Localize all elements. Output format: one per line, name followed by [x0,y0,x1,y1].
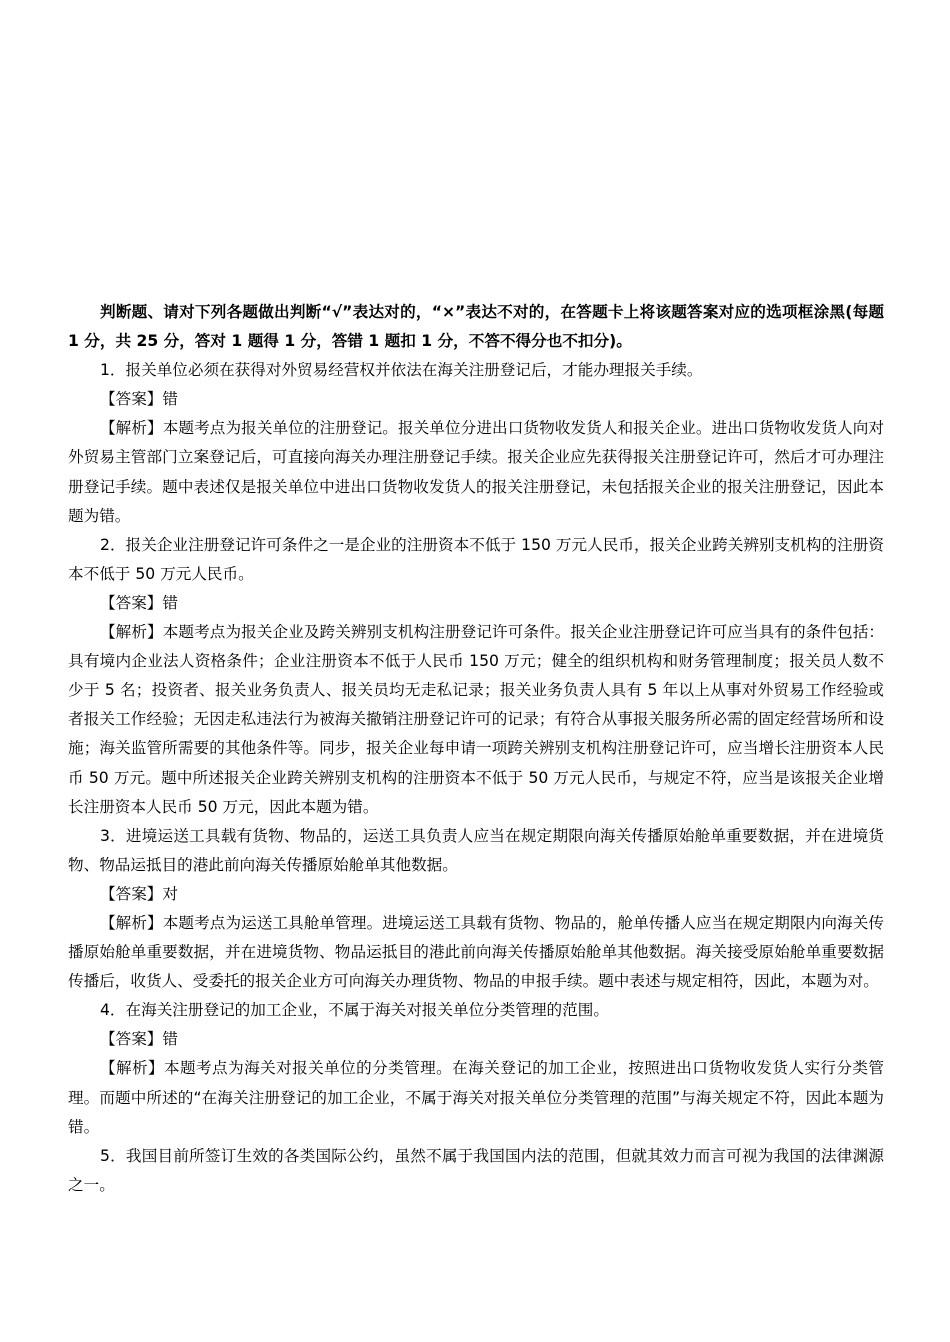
explanation-2: 【解析】本题考点为报关企业及跨关辨别支机构注册登记许可条件。报关企业注册登记许可应当具有的条件包括：具有境内企业法人资格条件；企业注册资本不低于人民币 150 万元；健全的组织机构和财务管理制度；报关员人数不少于 5 名；投资者、报关业务负责人、报关员均无走私记录；报关业务负责人具有 5 年以上从事对外贸易工作经验或者报关工作经验；无因走私违法行为被海关撤销注册登记许可的记录；有符合从事报关服务所必需的固定经营场所和设施；海关监管所需要的其他条件等。同步，报关企业每申请一项跨关辨别支机构注册登记许可，应当增长注册资本人民币 50 万元。题中所述报关企业跨关辨别支机构的注册资本不低于 50 万元人民币，与规定不符，应当是该报关企业增长注册资本人民币 50 万元，因此本题为错。 [68,623,884,816]
answer-3: 【答案】对 [100,884,178,903]
document-page [68,298,884,1200]
section-intro: 判断题、请对下列各题做出判断“√”表达对的，“×”表达不对的，在答题卡上将该题答案对应的选项框涂黑(每题 1 分，共 25 分，答对 1 题得 1 分，答错 1 题扣 1 分，不答不得分也不扣分)。 [68,303,884,351]
explanation-1: 【解析】本题考点为报关单位的注册登记。报关单位分进出口货物收发货人和报关企业。进出口货物收发货人向对外贸易主管部门立案登记后，可直接向海关办理注册登记手续。报关企业应先获得报关注册登记许可，然后才可办理注册登记手续。题中表述仅是报关单位中进出口货物收发货人的报关注册登记，未包括报关企业的报关注册登记，因此本题为错。 [68,419,884,525]
question-1: 1．报关单位必须在获得对外贸易经营权并依法在海关注册登记后，才能办理报关手续。 [100,361,703,380]
question-3: 3．进境运送工具载有货物、物品的，运送工具负责人应当在规定期限向海关传播原始舱单重要数据，并在进境货物、物品运抵目的港此前向海关传播原始舱单其他数据。 [68,826,884,874]
answer-2: 【答案】错 [100,593,178,612]
question-2: 2．报关企业注册登记许可条件之一是企业的注册资本不低于 150 万元人民币，报关企业跨关辨别支机构的注册资本不低于 50 万元人民币。 [68,535,884,583]
answer-1: 【答案】错 [100,390,178,409]
answer-4: 【答案】错 [100,1030,178,1049]
question-4: 4．在海关注册登记的加工企业，不属于海关对报关单位分类管理的范围。 [100,1001,609,1020]
explanation-3: 【解析】本题考点为运送工具舱单管理。进境运送工具载有货物、物品的，舱单传播人应当在规定期限内向海关传播原始舱单重要数据，并在进境货物、物品运抵目的港此前向海关传播原始舱单其他数据。海关接受原始舱单重要数据传播后，收货人、受委托的报关企业方可向海关办理货物、物品的申报手续。题中表述与规定相符，因此，本题为对。 [68,913,884,991]
explanation-4: 【解析】本题考点为海关对报关单位的分类管理。在海关登记的加工企业，按照进出口货物收发货人实行分类管理。而题中所述的“在海关注册登记的加工企业，不属于海关对报关单位分类管理的范围”与海关规定不符，因此本题为错。 [68,1059,884,1136]
question-5: 5．我国目前所签订生效的各类国际公约，虽然不属于我国国内法的范围，但就其效力而言可视为我国的法律渊源之一。 [68,1146,884,1194]
